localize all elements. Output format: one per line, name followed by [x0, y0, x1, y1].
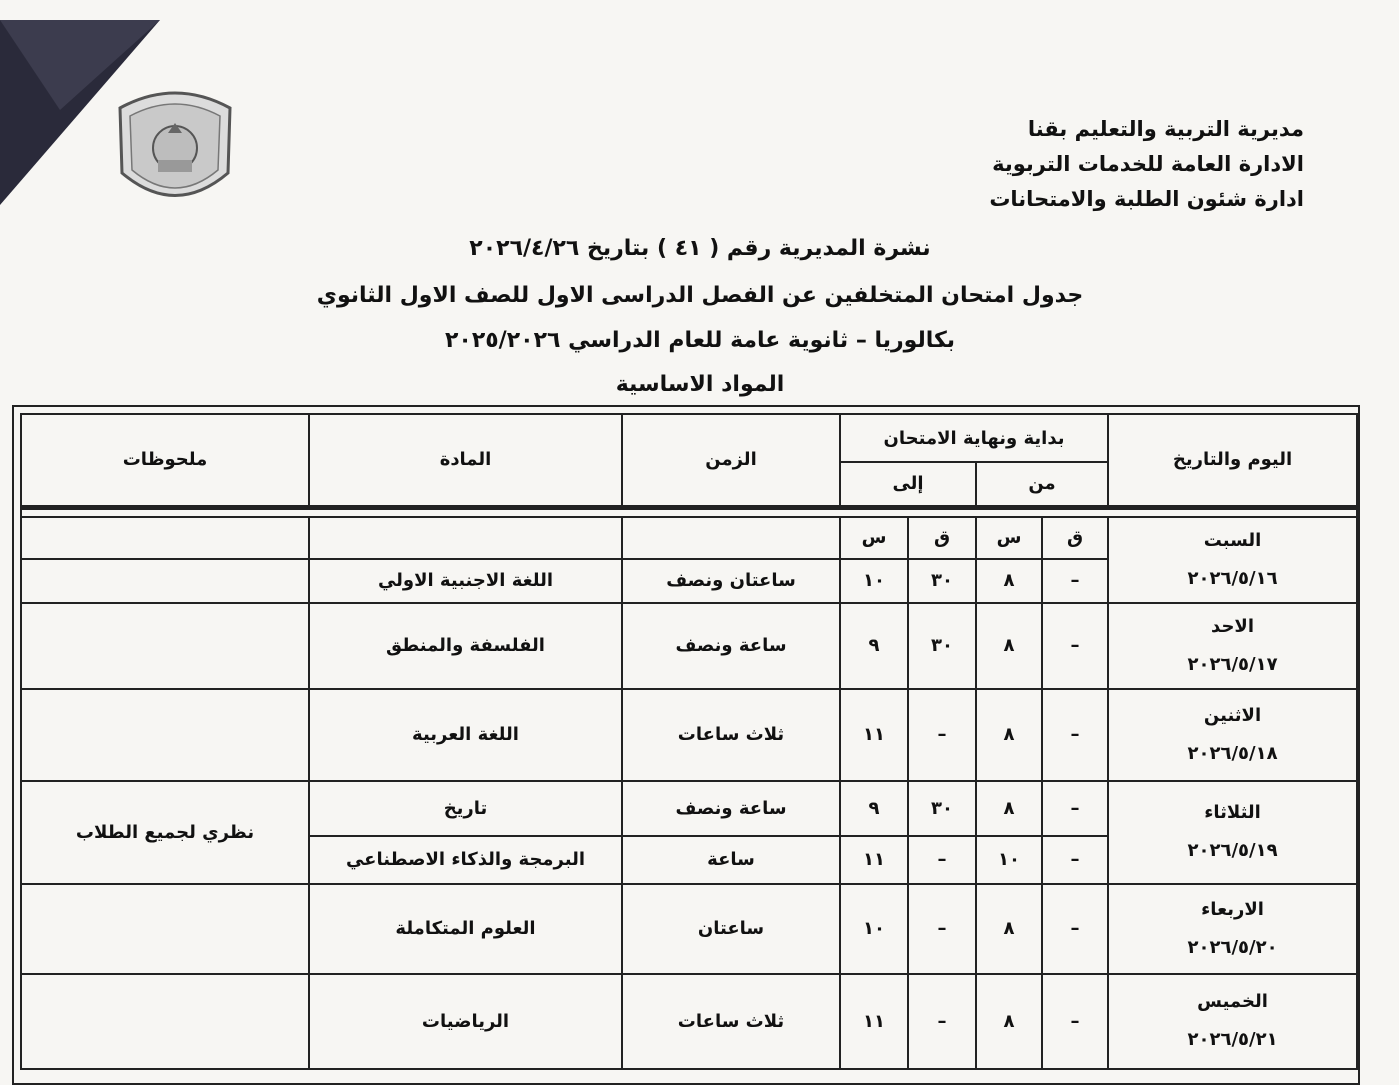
header-day-date: اليوم والتاريخ — [1108, 414, 1357, 507]
from-hour: ٨ — [976, 974, 1042, 1069]
to-minute: – — [908, 884, 976, 974]
header-subject: المادة — [309, 414, 622, 507]
subject: تاريخ — [309, 781, 622, 836]
day-cell-sunday — [1108, 603, 1357, 689]
to-hour: ١١ — [840, 836, 908, 884]
main-title: جدول امتحان المتخلفين عن الفصل الدراسى الاول للصف الاول الثانوي — [316, 283, 1084, 308]
day-name: الاربعاء — [1201, 898, 1264, 920]
table-row — [21, 689, 1357, 781]
from-minute: – — [1042, 974, 1108, 1069]
duration: ثلاث ساعات — [622, 974, 840, 1069]
day-name: السبت — [1203, 529, 1262, 551]
subject: الفلسفة والمنطق — [309, 603, 622, 689]
duration: ساعتان ونصف — [622, 559, 840, 603]
from-minute: – — [1042, 689, 1108, 781]
day-name: الاحد — [1211, 615, 1254, 637]
duration: ساعة — [622, 836, 840, 884]
header-from: من — [976, 462, 1108, 507]
to-hour: ١٠ — [840, 884, 908, 974]
day-date: ٢٠٢٦/٥/١٦ — [1187, 567, 1278, 589]
to-minute: ٣٠ — [908, 603, 976, 689]
notes — [21, 689, 309, 781]
day-cell-monday — [1108, 689, 1357, 781]
to-hour: ١١ — [840, 689, 908, 781]
header-to: إلى — [840, 462, 976, 507]
to-minute: – — [908, 974, 976, 1069]
from-minute: – — [1042, 603, 1108, 689]
directorate-header — [884, 112, 1304, 217]
from-hour: ٨ — [976, 603, 1042, 689]
to-hour: ١١ — [840, 974, 908, 1069]
subject: الرياضيات — [309, 974, 622, 1069]
day-cell-wednesday — [1108, 884, 1357, 974]
day-date: ٢٠٢٦/٥/١٩ — [1187, 840, 1278, 861]
header-notes: ملحوظات — [21, 414, 309, 507]
header-line-1: مديرية التربية والتعليم بقنا — [1027, 117, 1304, 141]
unit-label-hour: س — [976, 517, 1042, 559]
header-line-2: الادارة العامة للخدمات التربوية — [992, 152, 1304, 176]
notes — [21, 974, 309, 1069]
from-minute: – — [1042, 884, 1108, 974]
header-exam-range: بداية ونهاية الامتحان — [840, 414, 1108, 462]
from-hour: ٨ — [976, 559, 1042, 603]
day-name: الخميس — [1197, 991, 1268, 1012]
to-hour: ١٠ — [840, 559, 908, 603]
table-row — [21, 974, 1357, 1069]
section-title: المواد الاساسية — [615, 372, 785, 397]
from-hour: ٨ — [976, 781, 1042, 836]
to-minute: – — [908, 836, 976, 884]
unit-label-min: ق — [908, 517, 976, 559]
day-cell-tuesday — [1108, 781, 1357, 884]
to-minute: ٣٠ — [908, 559, 976, 603]
duration: ثلاث ساعات — [622, 689, 840, 781]
table-row — [21, 781, 1357, 836]
day-date: ٢٠٢٦/٥/١٨ — [1187, 742, 1278, 764]
duration: ساعة ونصف — [622, 781, 840, 836]
subject: البرمجة والذكاء الاصطناعي — [309, 836, 622, 884]
notes — [21, 603, 309, 689]
subject: اللغة العربية — [309, 689, 622, 781]
notes-theoretical: نظري لجميع الطلاب — [21, 781, 309, 884]
day-date: ٢٠٢٦/٥/٢٠ — [1187, 936, 1278, 958]
subject: اللغة الاجنبية الاولي — [309, 559, 622, 603]
header-duration: الزمن — [622, 414, 840, 507]
from-minute: – — [1042, 559, 1108, 603]
to-minute: – — [908, 689, 976, 781]
from-hour: ٨ — [976, 689, 1042, 781]
subject: العلوم المتكاملة — [309, 884, 622, 974]
directorate-seal-logo — [100, 78, 250, 223]
day-date: ٢٠٢٦/٥/١٧ — [1187, 653, 1278, 675]
day-name: الثلاثاء — [1204, 802, 1261, 823]
to-hour: ٩ — [840, 603, 908, 689]
day-cell-thursday — [1108, 974, 1357, 1069]
from-hour: ١٠ — [976, 836, 1042, 884]
day-name: الاثنين — [1203, 704, 1262, 726]
unit-label-hour: س — [840, 517, 908, 559]
notes — [21, 559, 309, 603]
exam-schedule-table — [20, 413, 1358, 1070]
from-hour: ٨ — [976, 884, 1042, 974]
header-line-3: ادارة شئون الطلبة والامتحانات — [989, 187, 1304, 211]
table-row — [21, 884, 1357, 974]
to-hour: ٩ — [840, 781, 908, 836]
table-row — [21, 603, 1357, 689]
duration: ساعة ونصف — [622, 603, 840, 689]
day-cell-saturday — [1108, 517, 1357, 603]
duration: ساعتان — [622, 884, 840, 974]
notes — [21, 884, 309, 974]
from-minute: – — [1042, 836, 1108, 884]
day-date: ٢٠٢٦/٥/٢١ — [1187, 1029, 1278, 1050]
subtitle: بكالوريا – ثانوية عامة للعام الدراسي ٢٠٢٥/٢٠٢٦ — [444, 328, 956, 353]
from-minute: – — [1042, 781, 1108, 836]
unit-label-min: ق — [1042, 517, 1108, 559]
bulletin-title: نشرة المديرية رقم ( ٤١ ) بتاريخ ٢٠٢٦/٤/٢٦ — [469, 236, 931, 261]
to-minute: ٣٠ — [908, 781, 976, 836]
